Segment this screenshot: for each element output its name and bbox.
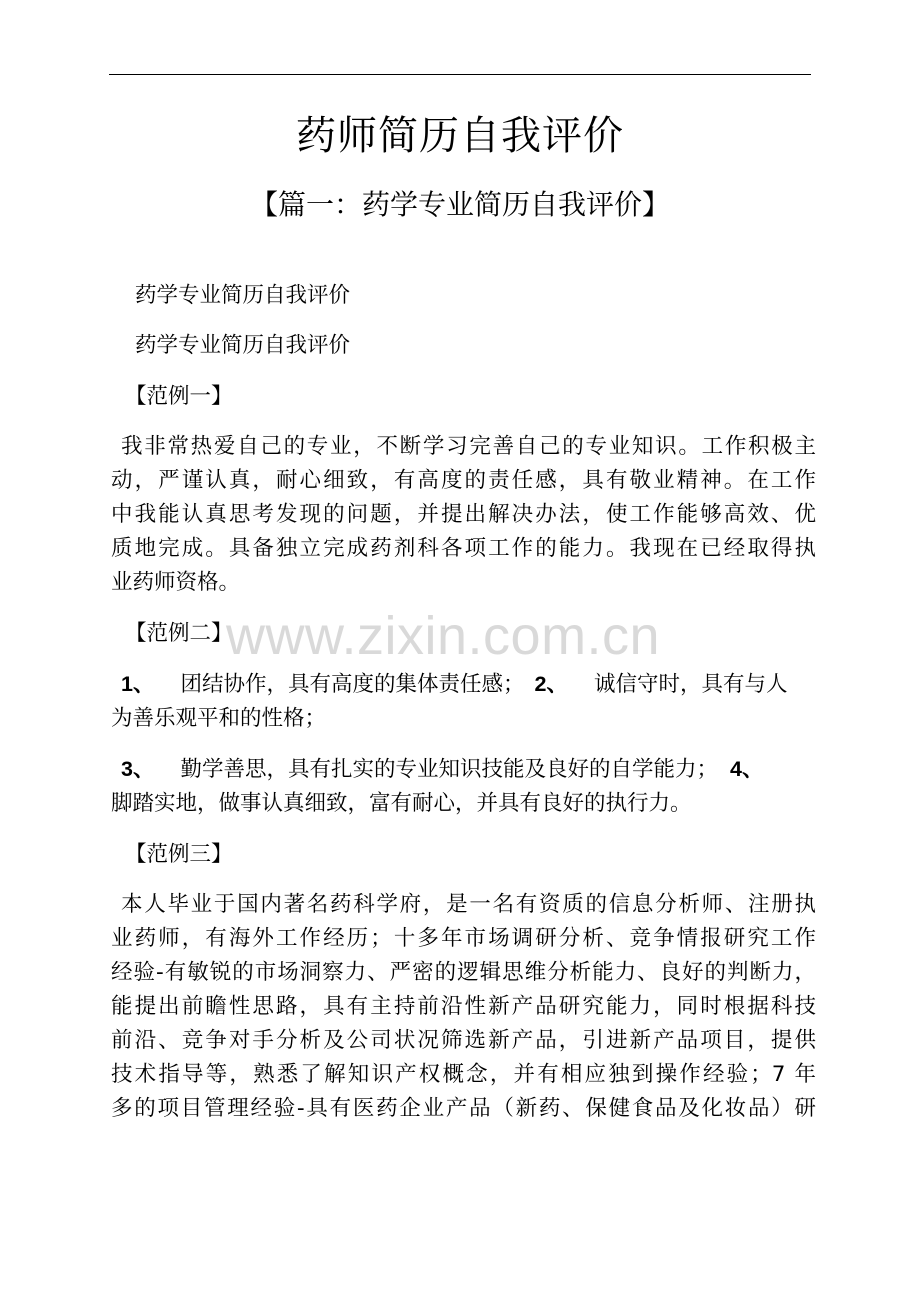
item-number: 4、	[729, 757, 764, 781]
example-1-line: 业药师资格。	[111, 570, 241, 595]
example-3-line: 经验-有敏锐的市场洞察力、严密的逻辑思维分析能力、良好的判断力，	[111, 960, 816, 985]
example-3-line: 多的项目管理经验-具有医药企业产品（新药、保健食品及化妆品）研	[111, 1096, 816, 1121]
page-title: 药师简历自我评价	[296, 113, 624, 159]
example-1-label: 【范例一】	[125, 384, 233, 409]
example-3-line: 业药师，有海外工作经历；十多年市场调研分析、竞争情报研究工作	[111, 926, 816, 951]
example-2-row-4: 脚踏实地，做事认真细致，富有耐心，并具有良好的执行力。	[111, 791, 692, 816]
example-2-label: 【范例二】	[125, 621, 233, 646]
section-subtitle: 【篇一：药学专业简历自我评价】	[249, 188, 670, 221]
item-number: 1、	[121, 672, 155, 696]
example-1-line: 我非常热爱自己的专业，不断学习完善自己的专业知识。工作积极主	[121, 434, 816, 459]
example-3-line: 能提出前瞻性思路，具有主持前沿性新产品研究能力，同时根据科技	[111, 994, 816, 1019]
example-3-line: 前沿、竞争对手分析及公司状况筛选新产品，引进新产品项目，提供	[111, 1028, 816, 1053]
example-2-row-2: 为善乐观平和的性格；	[111, 706, 327, 731]
example-1-line: 中我能认真思考发现的问题，并提出解决办法，使工作能够高效、优	[111, 502, 816, 527]
example-1-line: 动，严谨认真，耐心细致，有高度的责任感，具有敬业精神。在工作	[111, 468, 816, 493]
example-2-row-3	[121, 753, 826, 786]
example-3-line: 本人毕业于国内著名药科学府，是一名有资质的信息分析师、注册执	[121, 892, 816, 917]
heading-line-2: 药学专业简历自我评价	[135, 333, 351, 358]
watermark: www.zixin.com.cn	[226, 606, 661, 666]
item-text: 团结协作，具有高度的集体责任感；	[180, 672, 525, 697]
example-1-line: 质地完成。具备独立完成药剂科各项工作的能力。我现在已经取得执	[111, 536, 816, 561]
header-rule	[109, 74, 811, 75]
item-number: 2、	[534, 672, 568, 696]
item-text: 诚信守时，具有与人	[593, 672, 788, 697]
heading-line-1: 药学专业简历自我评价	[135, 283, 351, 308]
example-3-line: 技术指导等，熟悉了解知识产权概念，并有相应独到操作经验；7 年	[111, 1062, 816, 1087]
item-text: 勤学善思，具有扎实的专业知识技能及良好的自学能力；	[180, 757, 718, 782]
example-2-row-1	[121, 668, 826, 701]
item-number: 3、	[121, 757, 155, 781]
example-3-label: 【范例三】	[125, 842, 233, 867]
